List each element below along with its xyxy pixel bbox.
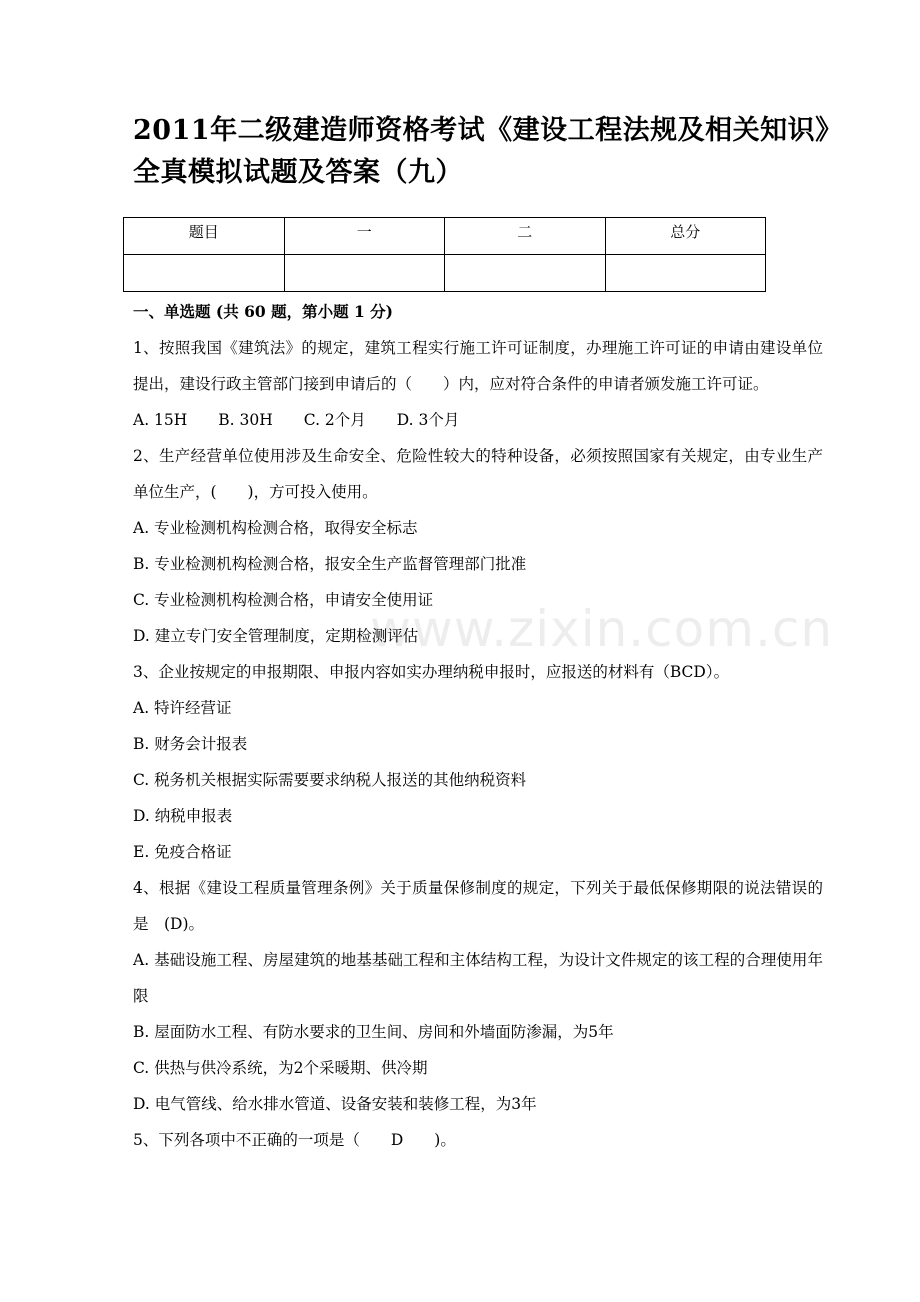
score-header-subject: 题目: [124, 218, 285, 255]
score-cell-part-1: [284, 255, 445, 292]
title-line-2: 全真模拟试题及答案（九）: [133, 157, 463, 188]
question-3-option-d: D. 纳税申报表: [133, 807, 233, 825]
question-2-stem: 2、生产经营单位使用涉及生命安全、危险性较大的特种设备，必须按照国家有关规定，由专业生产单位生产，( )，方可投入使用。: [133, 447, 823, 501]
score-header-part-2: 二: [445, 218, 606, 255]
question-4-option-a: A. 基础设施工程、房屋建筑的地基基础工程和主体结构工程，为设计文件规定的该工程的合理使用年限: [133, 951, 823, 1005]
score-table: [123, 217, 766, 292]
question-1-options: A. 15H B. 30H C. 2个月 D. 3个月: [133, 411, 460, 429]
watermark-text: www.zixin.com.cn: [370, 600, 834, 658]
score-header-total: 总分: [605, 218, 766, 255]
score-table-header-row: [124, 218, 766, 255]
document-title: [133, 110, 843, 194]
score-cell-part-2: [445, 255, 606, 292]
question-2-option-d: D. 建立专门安全管理制度，定期检测评估: [133, 627, 419, 645]
question-4-option-d: D. 电气管线、给水排水管道、设备安装和装修工程，为3年: [133, 1095, 537, 1113]
title-line-1: 2011年二级建造师资格考试《建设工程法规及相关知识》: [133, 115, 843, 146]
score-header-part-1: 一: [284, 218, 445, 255]
question-2-option-b: B. 专业检测机构检测合格，报安全生产监督管理部门批准: [133, 555, 527, 573]
question-3-option-e: E. 免疫合格证: [133, 843, 232, 861]
score-table-value-row: [124, 255, 766, 292]
question-2-option-c: C. 专业检测机构检测合格，申请安全使用证: [133, 591, 434, 609]
question-4-stem: 4、根据《建设工程质量管理条例》关于质量保修制度的规定，下列关于最低保修期限的说法错误的是 (D)。: [133, 879, 823, 933]
question-1-stem: 1、按照我国《建筑法》的规定，建筑工程实行施工许可证制度，办理施工许可证的申请由建设单位提出，建设行政主管部门接到申请后的（ ）内，应对符合条件的申请者颁发施工许可证。: [133, 339, 823, 393]
question-4-option-b: B. 屋面防水工程、有防水要求的卫生间、房间和外墙面防渗漏，为5年: [133, 1023, 614, 1041]
question-3-option-b: B. 财务会计报表: [133, 735, 248, 753]
document-body: [133, 294, 823, 1158]
question-3-option-c: C. 税务机关根据实际需要要求纳税人报送的其他纳税资料: [133, 771, 527, 789]
question-4-option-c: C. 供热与供冷系统，为2个采暖期、供冷期: [133, 1059, 428, 1077]
question-3-stem: 3、企业按规定的申报期限、申报内容如实办理纳税申报时，应报送的材料有（BCD）。: [133, 663, 730, 681]
question-2-option-a: A. 专业检测机构检测合格，取得安全标志: [133, 519, 418, 537]
score-cell-total: [605, 255, 766, 292]
section-heading: 一、单选题 (共 60 题，第小题 1 分): [133, 302, 394, 321]
question-5-stem: 5、下列各项中不正确的一项是（ D )。: [133, 1131, 456, 1149]
score-cell-subject: [124, 255, 285, 292]
question-3-option-a: A. 特许经营证: [133, 699, 232, 717]
